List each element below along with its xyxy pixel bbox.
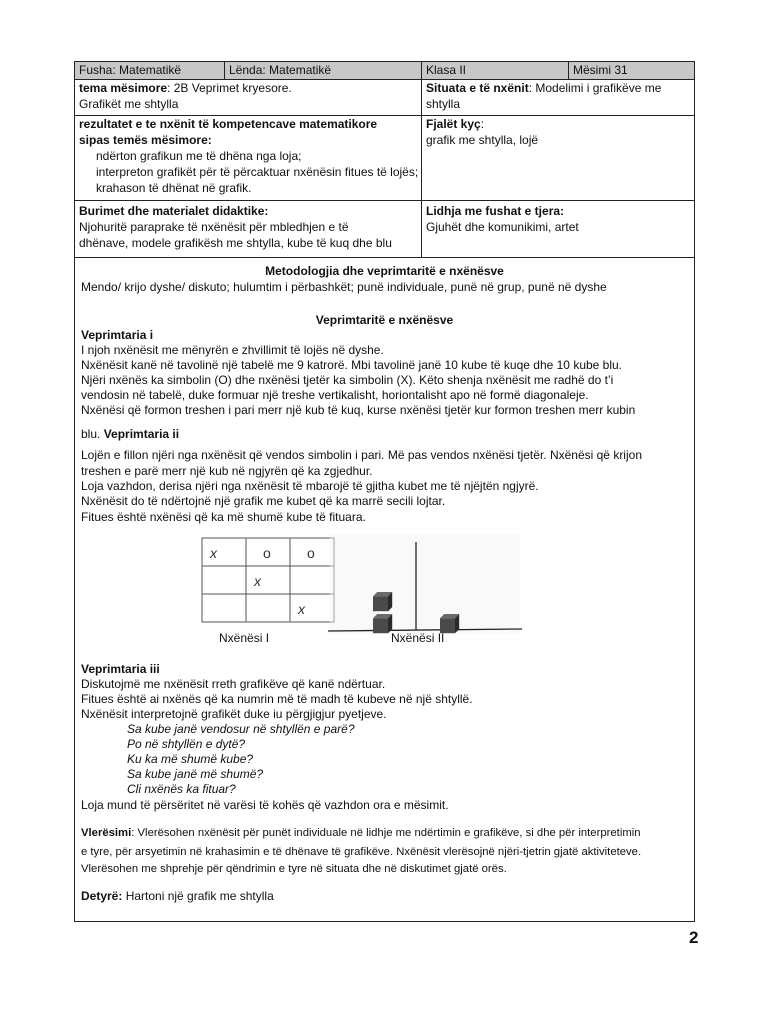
v3-line-3: Nxënësit interpretojnë grafikët duke iu përgjigjur pyetjeve. [81, 707, 387, 721]
situata-line [426, 81, 661, 96]
lidhja-label: Lidhja me fushat e tjera: [426, 204, 565, 218]
vleresimi-line-1 [81, 826, 641, 841]
game-figure [190, 530, 530, 642]
board-symbol-o: o [307, 545, 315, 561]
v1-title: Veprimtaria i [81, 328, 154, 342]
header-klasa: Klasa II [426, 63, 467, 77]
metodologjia-text: Mendo/ krijo dyshe/ diskuto; hulumtim i përbashkët; punë individuale, punë në grup, punë në dyshe [81, 280, 607, 294]
board-symbol-x: x [254, 573, 261, 589]
page-number: 2 [689, 928, 699, 947]
veprimtarite-title: Veprimtaritë e nxënësve [315, 313, 454, 327]
detyre-label: Detyrë: [81, 889, 123, 903]
rezultatet-item-2: interpreton grafikët për të përcaktuar nxënësin fitues të lojës; [96, 165, 419, 179]
v1-line-2: Nxënësit kanë në tavolinë një tabelë me 9 katrorë. Mbi tavolinë janë 10 kube të kuqe dhe 10 kube blu. [81, 358, 623, 372]
vleresimi-label: Vlerësimi [81, 827, 132, 839]
board-symbol-o: o [263, 545, 271, 561]
fjalet-line [426, 117, 484, 132]
tema-value: : 2B Veprimet kryesore. [167, 81, 292, 95]
vleresimi-line-2: e tyre, për arsyetimin në krahasimin e të dhënave të grafikëve. Nxënësit vlerësojnë njëri-tjetrin gjatë aktiviteteve. [81, 846, 642, 858]
v3-line-1: Diskutojmë me nxënësit rreth grafikëve që kanë ndërtuar. [81, 677, 386, 691]
v2-title: Veprimtaria ii [103, 427, 180, 441]
vleresimi-text-1: : Vlerësohen nxënësit për punët individuale në lidhje me ndërtimin e grafikëve, si dhe për interpretimin [131, 827, 641, 839]
v2-line-1: Lojën e fillon njëri nga nxënësit që vendos simbolin i pari. Më pas vendos nxënësi tjetër. Nxënësi që krijon [81, 448, 642, 462]
v1-line-4: vendosin në tabelë, duke formuar një treshe vertikalisht, horiontalisht apo në formë diagonaleje. [81, 388, 589, 402]
detyre-value: Hartoni një grafik me shtylla [122, 889, 274, 903]
v2-line-3: Loja vazhdon, derisa njëri nga nxënësit të mbarojë të gjitha kubet me të njëjtën ngjyrë. [81, 479, 539, 493]
tema-line [79, 81, 292, 96]
rezultatet-title2: sipas temës mësimore: [79, 133, 212, 147]
rezultatet-title1: rezultatet e te nxënit të kompetencave matematikore [79, 117, 378, 131]
header-fusha: Fusha: Matematikë [79, 63, 182, 77]
lidhja-value: Gjuhët dhe komunikimi, artet [426, 220, 579, 234]
situata-value: : Modelimi i grafikëve me [528, 81, 662, 95]
detyre-line [81, 889, 274, 904]
v2-line-5: Fitues është nxënësi që ka më shumë kube të fituara. [81, 510, 366, 524]
v2-title-line [81, 427, 179, 442]
v1-line-1: I njoh nxënësit me mënyrën e zhvillimit të lojës në dyshe. [81, 343, 384, 357]
fjalet-value: grafik me shtylla, lojë [426, 133, 539, 147]
burimet-label: Burimet dhe materialet didaktike: [79, 204, 269, 218]
v3-question-1: Sa kube janë vendosur në shtyllën e parë? [127, 722, 355, 736]
situata-label: Situata e të nxënit [426, 81, 529, 95]
burimet-line2: dhënave, modele grafikësh me shtylla, kube të kuq dhe blu [79, 236, 392, 250]
figure-caption-2: Nxënësi II [391, 631, 445, 645]
v3-question-5: Cli nxënës ka fituar? [127, 782, 236, 796]
header-mesimi: Mësimi 31 [573, 63, 628, 77]
v3-question-2: Po në shtyllën e dytë? [127, 737, 246, 751]
rezultatet-item-1: ndërton grafikun me të dhëna nga loja; [96, 149, 302, 163]
fjalet-label: Fjalët kyç [426, 117, 481, 131]
v3-question-3: Ku ka më shumë kube? [127, 752, 254, 766]
fjalet-colon: : [480, 117, 485, 131]
tema-label: tema mësimore [79, 81, 168, 95]
metodologjia-title: Metodologjia dhe veprimtaritë e nxënësve [265, 264, 504, 278]
v3-question-4: Sa kube janë më shumë? [127, 767, 264, 781]
figure-caption-1: Nxënësi I [219, 631, 270, 645]
tema-line2: Grafikët me shtylla [79, 97, 179, 111]
cube-left-1 [373, 614, 392, 633]
rezultatet-item-3: krahason të dhënat në grafik. [96, 181, 252, 195]
header-lenda: Lënda: Matematikë [229, 63, 332, 77]
v3-closing: Loja mund të përsëritet në varësi të kohës që vazhdon ora e mësimit. [81, 798, 449, 812]
v2-line-2: treshen e parë merr një kub në ngjyrën që ka zgjedhur. [81, 464, 373, 478]
board-symbol-x: x [210, 545, 217, 561]
v3-title: Veprimtaria iii [81, 662, 160, 676]
board-symbol-x: x [298, 601, 305, 617]
vleresimi-line-3: Vlerësohen me shprehje për qëndrimin e tyre në situata dhe në diskutimet gjatë orës. [81, 863, 507, 875]
v1-line-5: Nxënësi që formon treshen i pari merr një kub të kuq, kurse nxënësi tjetër kur formon treshen merr kubin [81, 403, 636, 417]
burimet-line1: Njohuritë paraprake të nxënësit për mbledhjen e të [79, 220, 349, 234]
board-symbols [209, 545, 315, 617]
cube-left-2 [373, 592, 392, 611]
v2-prefix: blu. [81, 427, 101, 441]
v2-line-4: Nxënësit do të ndërtojnë një grafik me kubet që ka marrë secili lojtar. [81, 494, 446, 508]
situata-line2: shtylla [426, 97, 461, 111]
v3-line-2: Fitues është ai nxënës që ka numrin më të madh të kubeve në një shtyllë. [81, 692, 473, 706]
v1-line-3: Njëri nxënës ka simbolin (O) dhe nxënësi tjetër ka simbolin (X). Këto shenja nxënësit me radhë do t’i [81, 373, 614, 387]
